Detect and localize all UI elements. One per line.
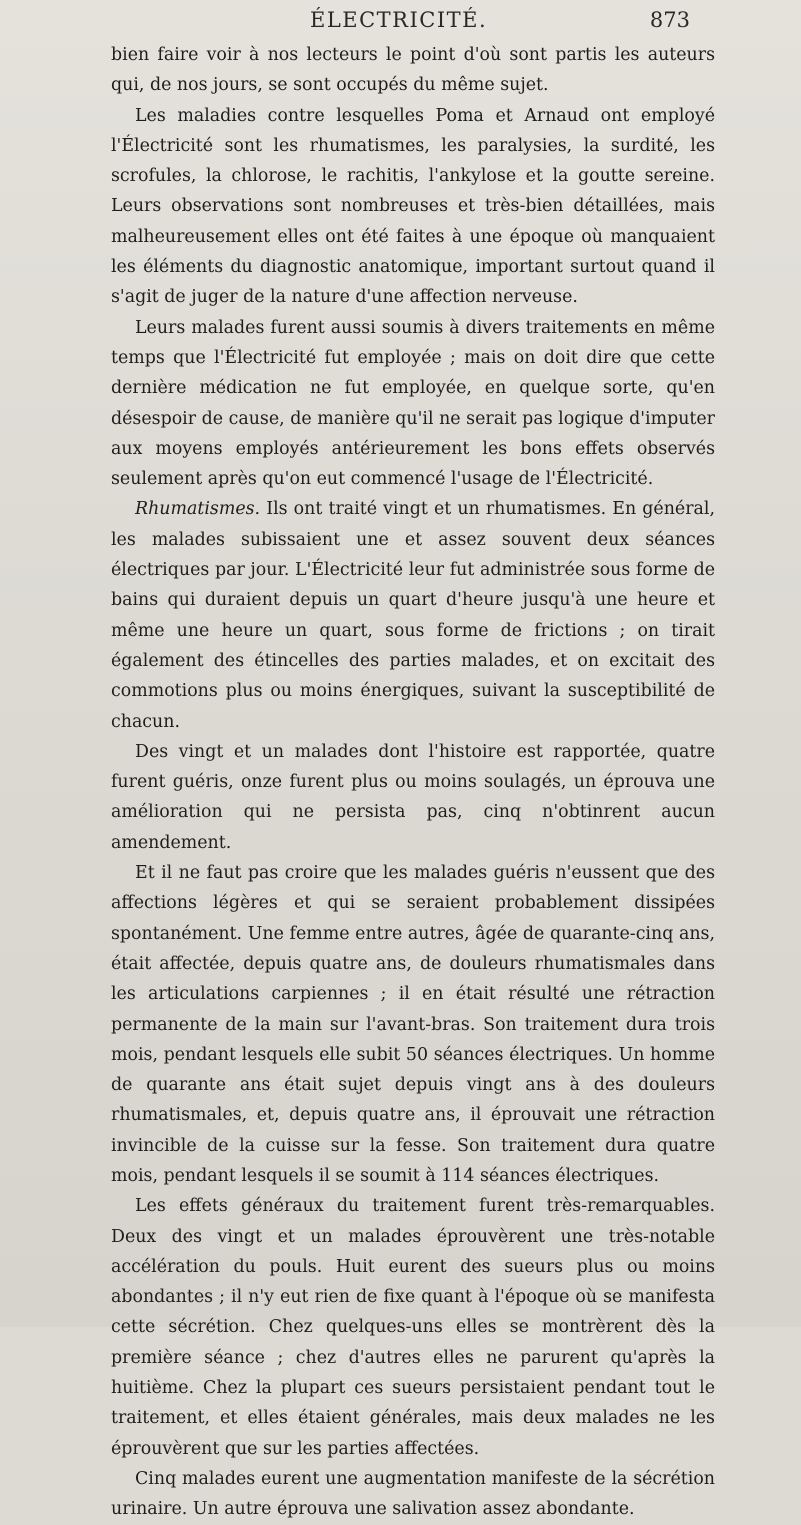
page-number: 873 [649, 8, 690, 32]
paragraph-1: bien faire voir à nos lecteurs le point d'où sont partis les auteurs qui, de nos jours, se sont occupés du même sujet. [111, 45, 715, 96]
paragraph-2: Les maladies contre lesquelles Poma et Arnaud ont employé l'Électricité sont les rhumatismes, les paralysies, la surdité, les scrofules, la chlorose, le rachitis, l'ankylose et la goutte sereine. Leurs observations sont nombreuses et très-bien détaillées, mais malheureusement elles ont été faites à une époque où manquaient les éléments du diagnostic anatomique, important surtout quand il s'agit de juger de la nature d'une affection nerveuse. [111, 105, 715, 308]
paragraph-6: Et il ne faut pas croire que les malades guéris n'eussent que des affections légères et qui se seraient probablement dissipées spontanément. Une femme entre autres, âgée de quarante-cinq ans, était affectée, depuis quatre ans, de douleurs rhumatismales dans les articulations carpiennes ; il en était résulté une rétraction permanente de la main sur l'avant-bras. Son traitement dura trois mois, pendant lesquels elle subit 50 séances électriques. Un homme de quarante ans était sujet depuis vingt ans à des douleurs rhumatismales, et, depuis quatre ans, il éprouvait une rétraction invincible de la cuisse sur la fesse. Son traitement dura quatre mois, pendant lesquels il se soumit à 114 séances électriques. [111, 863, 715, 1186]
paragraph-3: Leurs malades furent aussi soumis à divers traitements en même temps que l'Électricité fut employée ; mais on doit dire que cette dernière médication ne fut employée, en quelque sorte, qu'en désespoir de cause, de manière qu'il ne serait pas logique d'imputer aux moyens employés antérieurement les bons effets observés seulement après qu'on eut commencé l'usage de l'Électricité. [111, 317, 715, 490]
running-title: ÉLECTRICITÉ. [310, 8, 488, 32]
paragraph-7: Les effets généraux du traitement furent très-remarquables. Deux des vingt et un malades éprouvèrent une très-notable accélération du pouls. Huit eurent des sueurs plus ou moins abondantes ; il n'y eut rien de fixe quant à l'époque où se manifesta cette sécrétion. Chez quelques-uns elles se montrèrent dès la première séance ; chez d'autres elles ne parurent qu'après la huitième. Chez la plupart ces sueurs persistaient pendant tout le traitement, et elles étaient générales, mais deux malades ne les éprouvèrent que sur les parties affectées. [111, 1196, 715, 1459]
paragraph-8: Cinq malades eurent une augmentation manifeste de la sécrétion urinaire. Un autre éprouva une salivation assez abondante. [111, 1468, 715, 1520]
paragraph-5: Des vingt et un malades dont l'histoire est rapportée, quatre furent guéris, onze furent plus ou moins soulagés, un éprouva une amélioration qui ne persista pas, cinq n'obtinrent aucun amendement. [111, 741, 715, 853]
paragraph-4: Rhumatismes. Ils ont traité vingt et un rhumatismes. En général, les malades subissaient une et assez souvent deux séances électriques par jour. L'Électricité leur fut administrée sous forme de bains qui duraient depuis un quart d'heure jusqu'à une heure et même une heure un quart, sous forme de frictions ; on tirait également des étincelles des parties malades, et on excitait des commotions plus ou moins énergiques, suivant la susceptibilité de chacun. [111, 499, 715, 732]
body-text [111, 40, 715, 1525]
section-heading-rhumatismes: Rhumatismes. [135, 499, 261, 520]
page-header [100, 6, 690, 36]
